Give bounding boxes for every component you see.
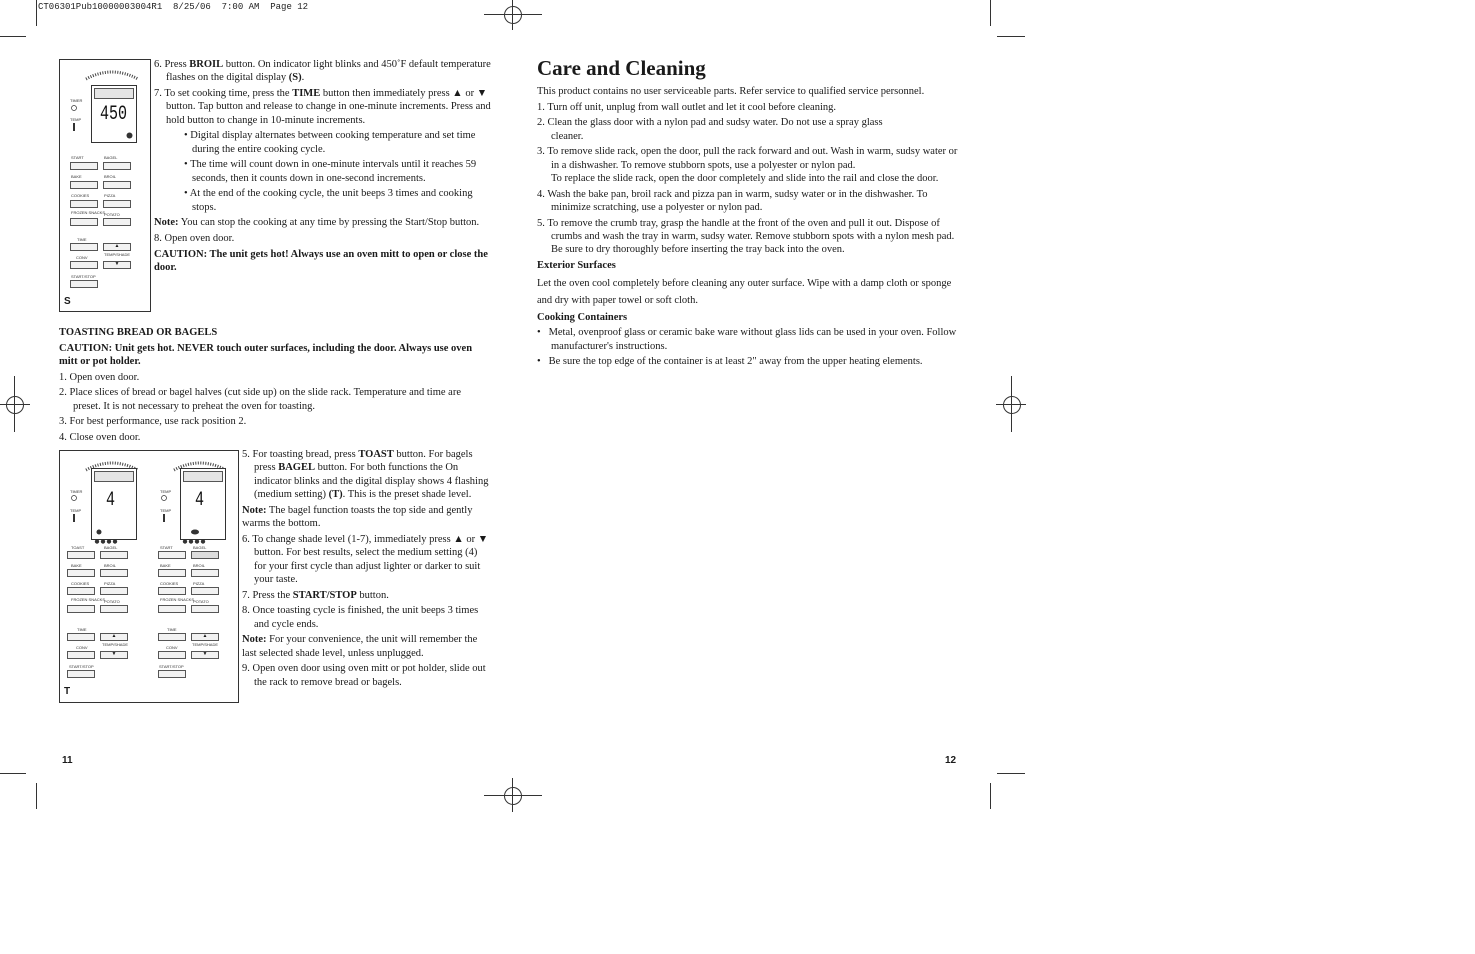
time-button[interactable] — [70, 243, 98, 251]
broil-label: BROIL — [193, 563, 206, 568]
potato-label: POTATO — [193, 599, 209, 604]
bagel-button[interactable] — [103, 162, 131, 170]
frozen-snacks-button[interactable] — [67, 605, 95, 613]
conv-label: CONV — [166, 645, 178, 650]
print-slug: CT06301Pub10000003004R1 8/25/06 7:00 AM Page 12 — [38, 2, 309, 12]
timer-label: TIMER — [70, 98, 83, 103]
temp-label: TEMP — [70, 117, 82, 122]
cleaning-step: 2. Clean the glass door with a nylon pad and sudsy water. Do not use a spray glass cleaner. — [537, 117, 883, 142]
temp-label: TEMP — [160, 489, 172, 494]
toast-step: 4. Close oven door. — [59, 431, 141, 443]
digital-display — [180, 468, 226, 540]
cleaning-step: 3. To remove slide rack, open the door, pull the rack forward and out. Wash in warm, sudsy water or in a dishwasher. To remove stubborn spots, use a polyester or nylon pad. To replace the slide rack, open the door completely and slide into the rail and close the door. — [537, 146, 958, 184]
bake-label: BAKE — [71, 563, 82, 568]
broil-button[interactable] — [103, 181, 131, 189]
broil-label: BROIL — [104, 174, 117, 179]
toast-step: 1. Open oven door. — [59, 371, 140, 383]
start-stop-button[interactable] — [70, 280, 98, 288]
container-bullet: • Metal, ovenproof glass or ceramic bake ware without glass lids can be used in your oven. Follow manufacturer's instructions. — [537, 327, 957, 352]
temp-shade-label: TEMP/SHADE — [102, 642, 129, 647]
thermometer-icon — [72, 123, 76, 131]
toast-step: 3. For best performance, use rack position 2. — [59, 416, 247, 428]
clock-icon — [71, 495, 77, 501]
toasting-caution: CAUTION: Unit gets hot. NEVER touch outer surfaces, including the door. Always use oven mitt or pot holder. — [59, 342, 473, 367]
conv-button[interactable] — [70, 261, 98, 269]
figure-letter-t: T — [64, 686, 71, 697]
crop-mark — [990, 0, 991, 26]
page-title: Care and Cleaning — [537, 56, 706, 80]
digital-display — [91, 468, 137, 540]
fan-icon — [126, 132, 133, 139]
conv-label: CONV — [76, 255, 88, 260]
time-button[interactable] — [67, 633, 95, 641]
broil-bullet: • At the end of the cooking cycle, the unit beeps 3 times and cooking stops. — [184, 188, 473, 213]
toast-step-6: 6. To change shade level (1-7), immediately press ▲ or ▼ button. For best results, select the medium setting (4) for your first cycle than adjust lighter or darker to suit your taste. — [242, 533, 489, 586]
start-stop-label: START/STOP — [159, 664, 184, 669]
cleaning-step: 1. Turn off unit, unplug from wall outlet and let it cool before cleaning. — [537, 101, 837, 113]
toasting-heading: TOASTING BREAD OR BAGELS — [59, 327, 218, 338]
temp-label: TEMP — [70, 508, 82, 513]
cleaning-step: 5. To remove the crumb tray, grasp the handle at the front of the oven and pull it out. Dispose of crumbs and wash the tray in warm, sudsy water. Remove stubborn spots with a nylon mesh pad. Be sure to dry thoroughly before inserting the tray back into the oven. — [537, 217, 955, 256]
toast-button[interactable] — [67, 551, 95, 559]
crop-mark — [997, 36, 1025, 37]
toasting-steps-continued — [242, 448, 492, 691]
control-panel-figure-t — [59, 450, 239, 703]
start-stop-button[interactable] — [158, 670, 186, 678]
exterior-heading: Exterior Surfaces — [537, 260, 616, 271]
bake-button[interactable] — [67, 569, 95, 577]
pizza-label: PIZZA — [104, 581, 116, 586]
down-button[interactable]: ▼ — [100, 651, 128, 659]
container-bullet: • Be sure the top edge of the container is at least 2" away from the upper heating elements. — [537, 356, 923, 368]
cookies-button[interactable] — [70, 200, 98, 208]
cleaning-step: 4. Wash the bake pan, broil rack and pizza pan in warm, sudsy water or in the dishwasher. To minimize scratching, use a polyester or nylon pad. — [537, 188, 928, 213]
potato-label: POTATO — [104, 212, 120, 217]
bake-button[interactable] — [158, 569, 186, 577]
crop-mark — [36, 783, 37, 809]
broil-note: Note: You can stop the cooking at any time by pressing the Start/Stop button. — [154, 217, 480, 229]
toast-note-1: Note: The bagel function toasts the top side and gently warms the bottom. — [242, 504, 473, 530]
potato-label: POTATO — [104, 599, 120, 604]
cookies-button[interactable] — [67, 587, 95, 595]
conv-button[interactable] — [158, 651, 186, 659]
time-label: TIME — [77, 627, 87, 632]
shade-dots — [94, 531, 124, 536]
bake-label: BAKE — [160, 563, 171, 568]
crop-mark — [990, 783, 991, 809]
toast-step-7: 7. Press the START/STOP button. — [242, 589, 389, 601]
time-label: TIME — [167, 627, 177, 632]
broil-instructions — [154, 58, 492, 277]
broil-button[interactable] — [100, 569, 128, 577]
thermometer-icon — [162, 514, 166, 522]
frozen-snacks-button[interactable] — [70, 218, 98, 226]
start-button[interactable] — [158, 551, 186, 559]
broil-bullet: • Digital display alternates between cooking temperature and set time during the entire cooking cycle. — [184, 130, 476, 155]
bagel-button[interactable] — [100, 551, 128, 559]
pizza-button[interactable] — [100, 587, 128, 595]
crop-mark — [0, 773, 26, 774]
toast-step-8: 8. Once toasting cycle is finished, the unit beeps 3 times and cycle ends. — [242, 605, 479, 630]
display-digits: 4 — [195, 489, 205, 512]
temp-shade-label: TEMP/SHADE — [104, 252, 131, 257]
toast-step: 2. Place slices of bread or bagel halves (cut side up) on the slide rack. Temperature and time are preset. It is not necessary to preheat the oven for toasting. — [59, 387, 461, 412]
up-button[interactable]: ▲ — [100, 633, 128, 641]
cookies-button[interactable] — [158, 587, 186, 595]
page-number-left: 11 — [62, 755, 73, 766]
conv-label: CONV — [76, 645, 88, 650]
display-digits: 4 — [106, 489, 116, 512]
toast-label: TOAST — [71, 545, 85, 550]
temp-label: TEMP — [160, 508, 172, 513]
exterior-text: Let the oven cool completely before cleaning any outer surface. Wipe with a damp cloth or sponge and dry with paper towel or soft cloth. — [537, 277, 952, 306]
down-button[interactable]: ▼ — [103, 261, 131, 269]
clock-icon — [71, 105, 77, 111]
broil-button[interactable] — [191, 569, 219, 577]
pizza-label: PIZZA — [104, 193, 116, 198]
start-stop-button[interactable] — [67, 670, 95, 678]
start-button[interactable] — [70, 162, 98, 170]
cookies-label: COOKIES — [71, 193, 90, 198]
frozen-snacks-label: FROZEN SNACKS — [71, 210, 106, 215]
timer-label: TIMER — [70, 489, 83, 494]
bake-label: BAKE — [71, 174, 82, 179]
start-stop-label: START/STOP — [71, 274, 96, 279]
up-button[interactable]: ▲ — [103, 243, 131, 251]
figure-letter-s: S — [64, 296, 71, 307]
broil-bullet: • The time will count down in one-minute intervals until it reaches 59 seconds, then it counts down in one-second increments. — [184, 159, 477, 184]
pizza-label: PIZZA — [193, 581, 205, 586]
frozen-snacks-label: FROZEN SNACKS — [160, 597, 195, 602]
shade-dots — [182, 531, 212, 536]
crop-mark — [997, 773, 1025, 774]
clock-icon — [161, 495, 167, 501]
conv-button[interactable] — [67, 651, 95, 659]
time-button[interactable] — [158, 633, 186, 641]
time-label: TIME — [77, 237, 87, 242]
bagel-label: BAGEL — [104, 155, 118, 160]
digital-display — [91, 85, 137, 143]
cookies-label: COOKIES — [71, 581, 90, 586]
page-number-right: 12 — [945, 755, 957, 766]
broil-caution: CAUTION: The unit gets hot! Always use an oven mitt to open or close the door. — [154, 248, 488, 273]
control-panel-figure-s — [59, 59, 151, 312]
broil-label: BROIL — [104, 563, 117, 568]
bagel-label: BAGEL — [104, 545, 118, 550]
containers-heading: Cooking Containers — [537, 311, 628, 323]
toast-note-2: Note: For your convenience, the unit will remember the last selected shade level, unless unplugged. — [242, 634, 478, 659]
bagel-label: BAGEL — [193, 545, 207, 550]
thermometer-icon — [72, 514, 76, 522]
bagel-button[interactable] — [191, 551, 219, 559]
crop-mark — [0, 36, 26, 37]
temp-shade-label: TEMP/SHADE — [192, 642, 219, 647]
toasting-section — [59, 326, 491, 446]
frozen-snacks-label: FROZEN SNACKS — [71, 597, 106, 602]
heat-indicator-arc-icon — [84, 69, 140, 81]
potato-button[interactable] — [103, 218, 131, 226]
bake-button[interactable] — [70, 181, 98, 189]
broil-step-8: 8. Open oven door. — [154, 233, 235, 244]
start-label: START — [71, 155, 84, 160]
start-label: START — [160, 545, 173, 550]
down-button[interactable]: ▼ — [191, 651, 219, 659]
broil-step-6: 6. Press BROIL button. On indicator light blinks and 450˚F default temperature flashes on the digital display (S). — [154, 59, 491, 84]
toast-step-5: 5. For toasting bread, press TOAST button. For bagels press BAGEL button. For both functions the On indicator blinks and the digital display shows 4 flashing (medium setting) (T). This is the preset shade level. — [242, 449, 489, 501]
crop-mark — [36, 0, 37, 26]
intro-text: This product contains no user serviceable parts. Refer service to qualified service personnel. — [537, 86, 925, 97]
cookies-label: COOKIES — [160, 581, 179, 586]
broil-step-7: 7. To set cooking time, press the TIME button then immediately press ▲ or ▼ button. Tap button and release to change in one-minute increments. Press and hold button to change in 10-minute increments. — [154, 88, 491, 126]
frozen-snacks-button[interactable] — [158, 605, 186, 613]
display-digits: 450 — [100, 103, 128, 126]
start-stop-label: START/STOP — [69, 664, 94, 669]
pizza-button[interactable] — [103, 200, 131, 208]
pizza-button[interactable] — [191, 587, 219, 595]
up-button[interactable]: ▲ — [191, 633, 219, 641]
toast-step-9: 9. Open oven door using oven mitt or pot holder, slide out the rack to remove bread or bagels. — [242, 663, 486, 688]
potato-button[interactable] — [100, 605, 128, 613]
care-cleaning-content — [537, 85, 965, 371]
potato-button[interactable] — [191, 605, 219, 613]
